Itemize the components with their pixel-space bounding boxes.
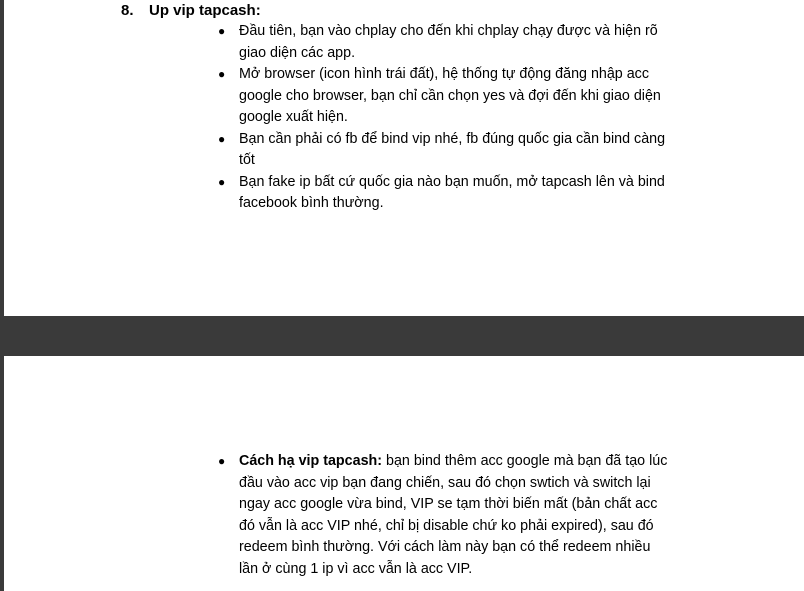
list-item-line: Bạn cần phải có fb để bind vip nhé, fb đúng quốc gia cần bind càng (239, 130, 666, 147)
downgrade-list (215, 451, 715, 580)
bullet-icon: ● (218, 24, 226, 38)
list-item-line: google xuất hiện. (239, 109, 348, 125)
downgrade-first-line: bạn bind thêm acc google mà bạn đã tạo lúc (382, 453, 668, 469)
list-item-line: đó vẫn là acc VIP nhé, chỉ bị disable chứ ko phải expired), sau đó (239, 517, 654, 534)
bullet-icon: ● (218, 67, 226, 81)
list-item (215, 21, 715, 64)
section-number: 8. (121, 2, 134, 19)
list-item-line: google cho browser, bạn chỉ cần chọn yes và đợi đến khi giao diện (239, 87, 661, 104)
list-item (215, 172, 715, 215)
list-item-line: lần ở cùng 1 ip vì acc vẫn là acc VIP. (239, 560, 473, 577)
list-item (215, 129, 715, 172)
list-item-line: tốt (239, 152, 255, 168)
section-heading (121, 1, 261, 21)
instruction-list (215, 21, 715, 215)
list-item-line: redeem bình thường. Với cách làm này bạn có thể redeem nhiều (239, 539, 651, 555)
list-item (215, 64, 715, 129)
list-item-line: facebook bình thường. (239, 195, 384, 211)
bullet-icon: ● (218, 174, 226, 189)
list-item (215, 451, 715, 580)
list-item-line: giao diện các app. (239, 44, 356, 61)
page-gap (0, 316, 804, 356)
bullet-icon: ● (218, 454, 226, 468)
list-item-line: Đầu tiên, bạn vào chplay cho đến khi chplay chạy được và hiện rõ (239, 23, 658, 39)
list-item-line: Mở browser (icon hình trái đất), hệ thống tự động đăng nhập acc (239, 66, 649, 82)
downgrade-label: Cách hạ vip tapcash: (239, 453, 383, 469)
list-item-line (239, 451, 715, 473)
list-item-line: ngay acc google vừa bind, VIP se tạm thời biến mất (bản chất acc (239, 496, 658, 512)
document-page-top (4, 0, 804, 316)
list-item-line: đầu vào acc vip bạn đang chiến, sau đó chọn swtich và switch lại (239, 474, 651, 491)
section-title: Up vip tapcash: (149, 2, 261, 19)
bullet-icon: ● (218, 131, 226, 146)
document-page-bottom (4, 356, 804, 591)
list-item-line: Bạn fake ip bất cứ quốc gia nào bạn muốn, mở tapcash lên và bind (239, 173, 665, 190)
